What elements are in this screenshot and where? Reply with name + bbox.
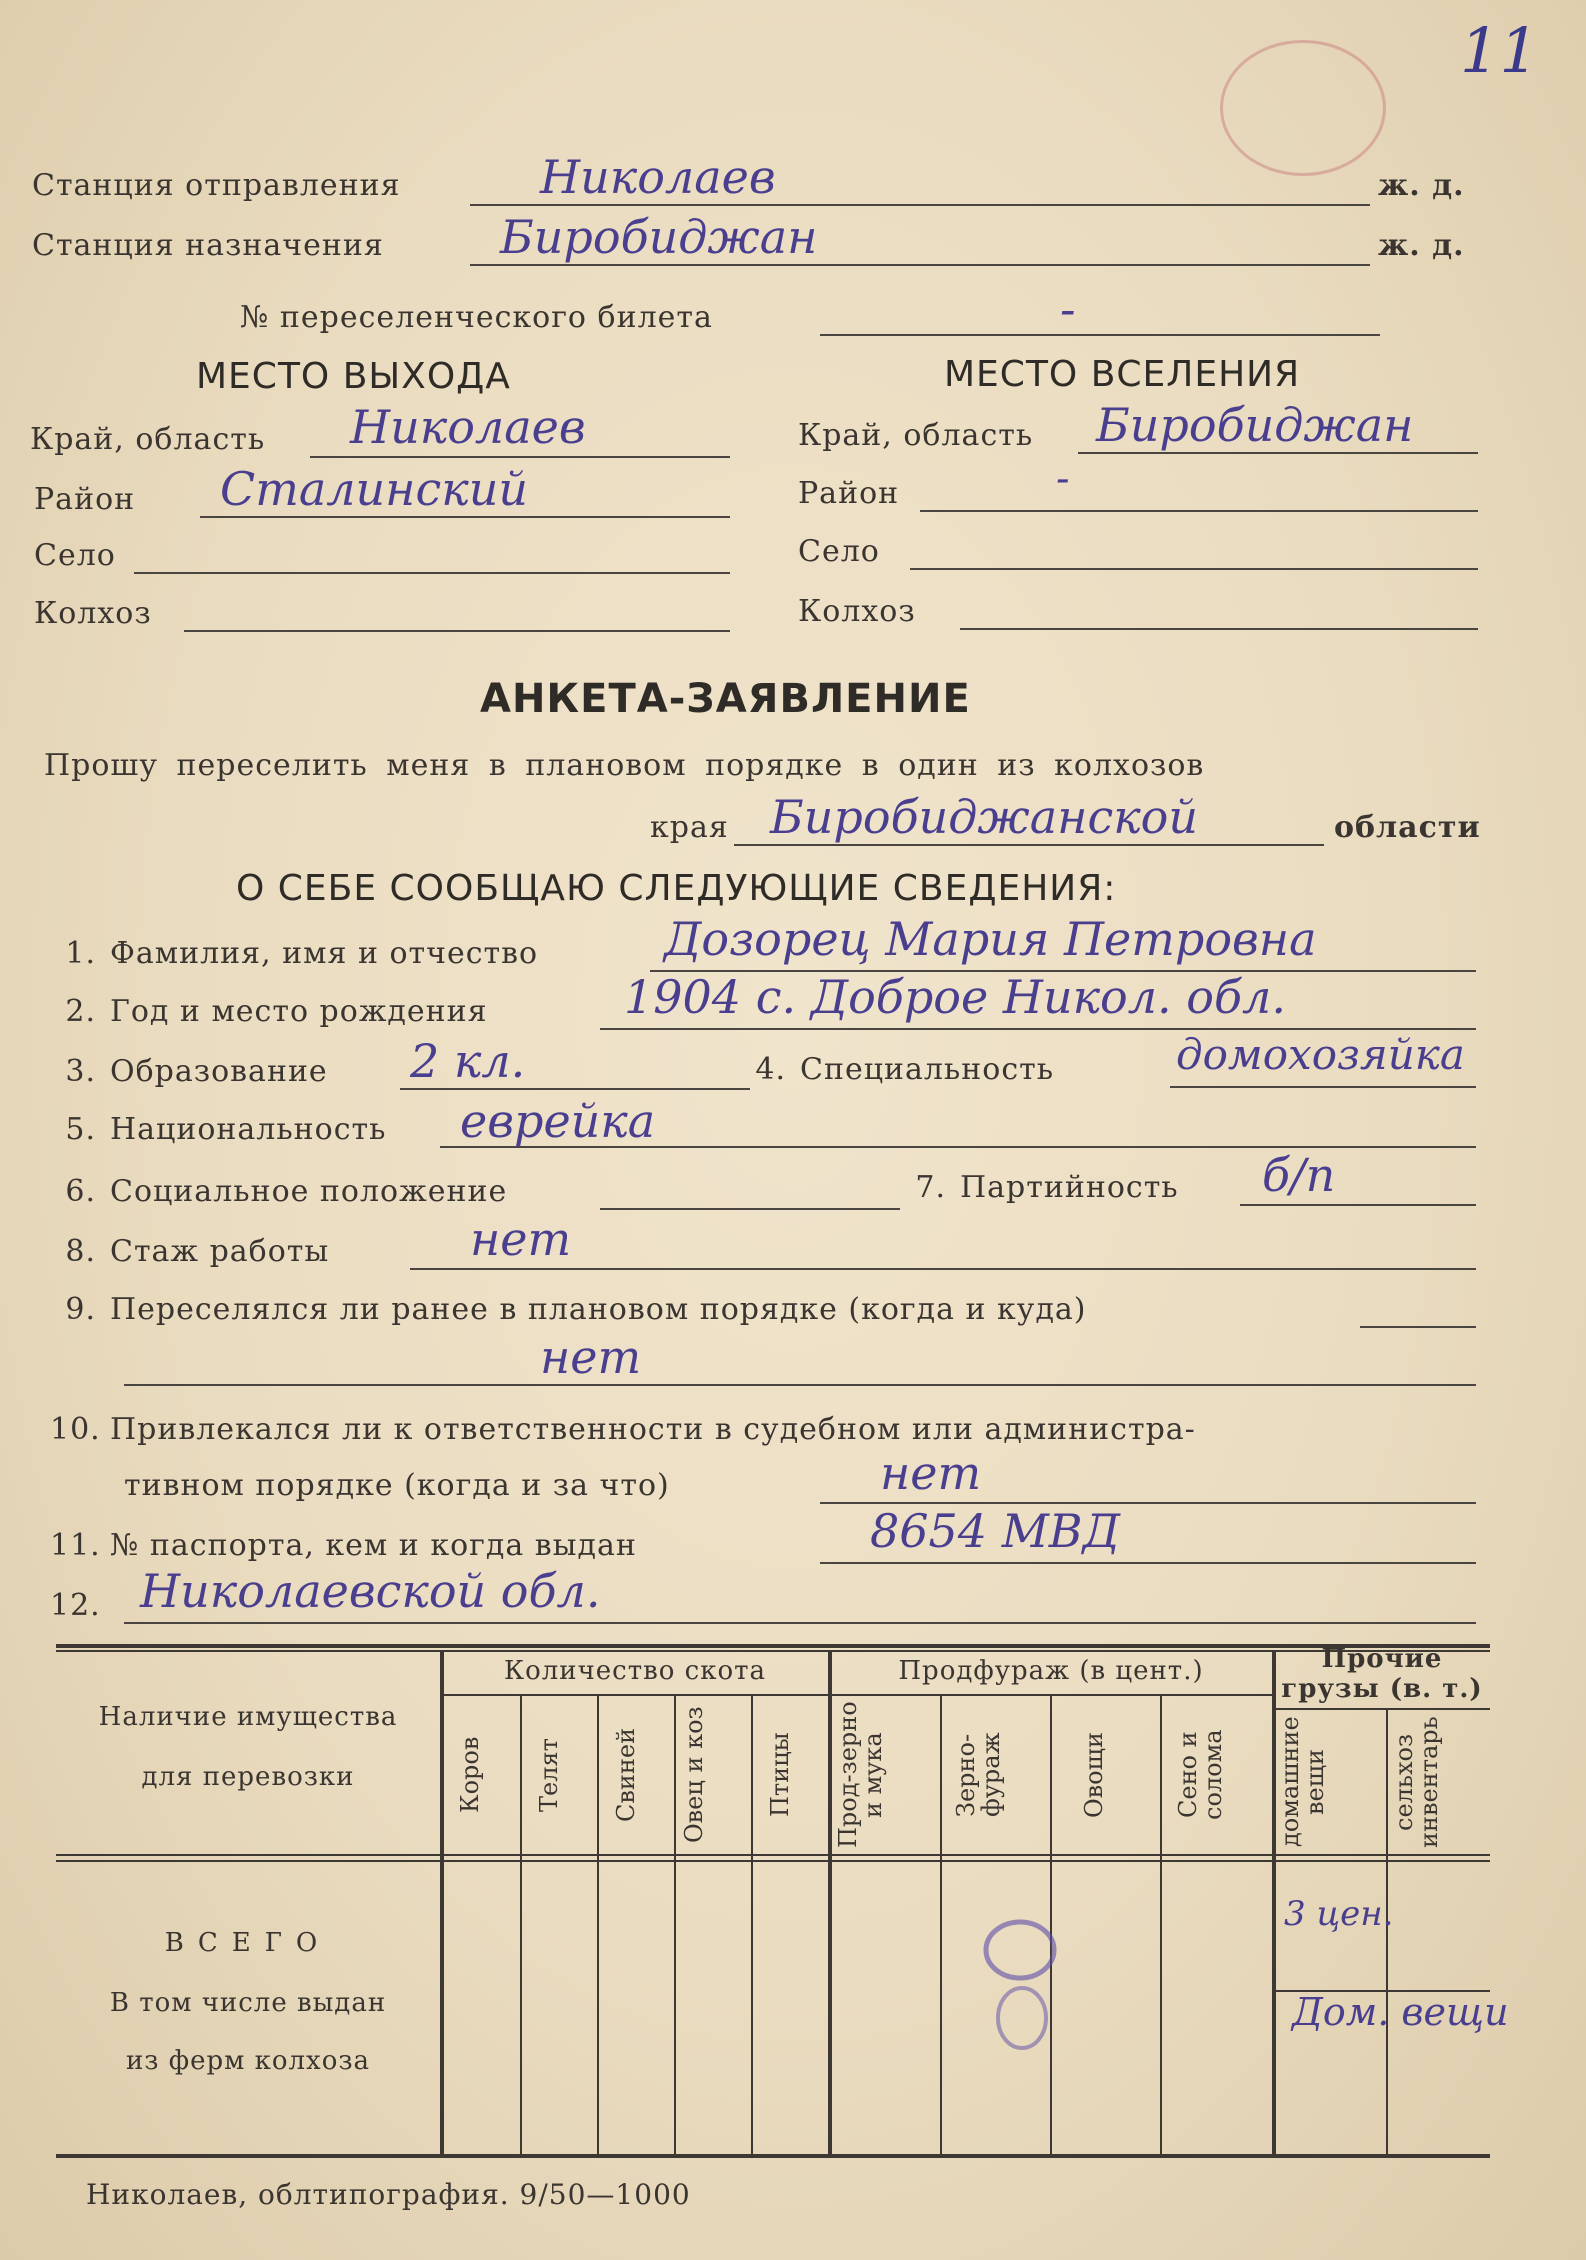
field-5-label: 5. Национальность (65, 1112, 387, 1147)
field-8-value: нет (470, 1212, 572, 1266)
faded-stamp (1220, 40, 1386, 176)
printer-imprint: Николаев, облтипография. 9/50—1000 (86, 2178, 691, 2211)
field-3-value: 2 кл. (410, 1034, 526, 1088)
field-3-label: 3. Образование (65, 1054, 328, 1089)
rail-suffix-1: ж. д. (1378, 168, 1465, 203)
rail-suffix-2: ж. д. (1378, 228, 1465, 263)
col-header-farm: сельхоз инвентарь (1390, 1716, 1444, 1848)
field-8-line (410, 1268, 1476, 1270)
exit-district-value: Сталинский (220, 462, 528, 516)
field-4-label: 4. Специальность (755, 1052, 1055, 1087)
field-2-label: 2. Год и место рождения (65, 994, 488, 1029)
exit-kolkhoz-line (184, 630, 730, 632)
col-header-grain: Прод-зерно и мука (834, 1701, 888, 1849)
field-9-value: нет (540, 1330, 642, 1384)
table-household-value: Дом. вещи (1292, 1990, 1509, 2034)
col-divider-5 (828, 1650, 832, 2154)
settle-region-value: Биробиджан (1096, 398, 1414, 452)
col-header-cows: Коров (456, 1736, 484, 1814)
field-9-line-b (124, 1384, 1476, 1386)
settle-kolkhoz-line (960, 628, 1478, 630)
group-fodder-label: Продфураж (в цент.) (898, 1656, 1204, 1686)
field-10-label-a: 10. Привлекался ли к ответственности в судебном или администра- (50, 1412, 1196, 1447)
col-divider-4 (751, 1696, 753, 2154)
field-12-label: 12. (50, 1588, 101, 1623)
field-1-label: 1. Фамилия, имя и отчество (65, 936, 539, 971)
destination-label: Станция назначения (32, 228, 384, 263)
exit-place-title: МЕСТО ВЫХОДА (196, 356, 511, 397)
table-other-value: 3 цен. (1284, 1894, 1394, 1934)
settle-place-title: МЕСТО ВСЕЛЕНИЯ (944, 354, 1301, 395)
ticket-value: - (1060, 282, 1076, 336)
table-bottom-rule (56, 2154, 1490, 2158)
field-8-label: 8. Стаж работы (65, 1234, 330, 1269)
departure-label: Станция отправления (32, 168, 401, 203)
exit-district-label: Район (34, 482, 136, 517)
request-oblast-label: области (1334, 810, 1481, 845)
request-line-1: Прошу переселить меня в плановом порядке в один из колхозов (44, 748, 1205, 783)
field-10-value: нет (880, 1446, 982, 1500)
col-divider-8 (1160, 1696, 1162, 2154)
field-12-value: Николаевской обл. (140, 1564, 601, 1618)
group-other-label-a: Прочие (1321, 1644, 1443, 1674)
exit-village-label: Село (34, 538, 116, 573)
col-header-vegetables: Овощи (1080, 1732, 1108, 1818)
destination-value: Биробиджан (500, 210, 818, 264)
ticket-label: № переселенческого билета (240, 300, 713, 335)
field-7-value: б/п (1262, 1148, 1336, 1202)
field-6-line (600, 1208, 900, 1210)
issued-label-b: из ферм колхоза (125, 2046, 371, 2076)
exit-region-label: Край, область (30, 422, 266, 457)
exit-region-value: Николаев (350, 400, 586, 454)
exit-district-line (200, 516, 730, 518)
exit-village-line (134, 572, 730, 574)
field-2-value: 1904 с. Доброе Никол. обл. (624, 970, 1286, 1024)
col-header-calves: Телят (535, 1738, 563, 1812)
settle-district-value: - (1056, 456, 1070, 502)
issued-label-a: В том числе выдан (109, 1988, 387, 2018)
departure-value: Николаев (540, 150, 776, 204)
group-underline-livestock (442, 1694, 828, 1696)
col-header-hay: Сено и солома (1174, 1729, 1228, 1821)
info-title: О СЕБЕ СООБЩАЮ СЛЕДУЮЩИЕ СВЕДЕНИЯ: (236, 868, 1117, 909)
row-head-label-a: Наличие имущества (98, 1702, 398, 1732)
settle-district-label: Район (798, 476, 900, 511)
sheet-number: 11 (1460, 14, 1539, 87)
field-6-label: 6. Социальное положение (65, 1174, 508, 1209)
field-11-label: 11. № паспорта, кем и когда выдан (50, 1528, 637, 1563)
settle-district-line (920, 510, 1478, 512)
col-divider-2 (597, 1696, 599, 2154)
col-header-sheep: Овец и коз (680, 1706, 708, 1844)
col-header-household: домашние вещи (1276, 1716, 1330, 1848)
field-3-line (400, 1088, 750, 1090)
ticket-line (820, 334, 1380, 336)
settle-village-line (910, 568, 1478, 570)
field-7-label: 7. Партийность (915, 1170, 1179, 1205)
exit-region-line (310, 456, 730, 458)
row-head-label-b: для перевозки (141, 1762, 355, 1792)
request-kray-line (734, 844, 1324, 846)
field-4-value: домохозяйка (1176, 1030, 1465, 1079)
stamp-smudge (960, 1890, 1080, 2070)
field-5-value: еврейка (460, 1094, 656, 1148)
col-divider-0 (440, 1650, 444, 2154)
field-12-line (124, 1622, 1476, 1624)
field-9-label: 9. Переселялся ли ранее в плановом порядке (когда и куда) (65, 1292, 1087, 1327)
col-header-birds: Птицы (766, 1732, 794, 1818)
col-header-fodder: Зерно-фураж (952, 1732, 1006, 1818)
field-11-line (820, 1562, 1476, 1564)
field-7-line (1240, 1204, 1476, 1206)
total-label: ВСЕГО (164, 1928, 332, 1958)
settle-village-label: Село (798, 534, 880, 569)
col-header-pigs: Свиней (612, 1727, 640, 1823)
group-livestock-label: Количество скота (503, 1656, 767, 1686)
settle-kolkhoz-label: Колхоз (798, 594, 916, 629)
request-kray-value: Биробиджанской (770, 790, 1198, 844)
col-divider-6 (940, 1696, 942, 2154)
destination-line (470, 264, 1370, 266)
col-divider-1 (520, 1696, 522, 2154)
group-underline-fodder (830, 1694, 1272, 1696)
departure-line (470, 204, 1370, 206)
group-other-label-b: грузы (в. т.) (1281, 1674, 1483, 1704)
field-11-value: 8654 МВД (870, 1504, 1120, 1558)
request-kray-label: края (650, 810, 729, 845)
settle-region-label: Край, область (798, 418, 1034, 453)
form-title: АНКЕТА-ЗАЯВЛЕНИЕ (480, 676, 971, 722)
field-10-label-b: тивном порядке (когда и за что) (124, 1468, 670, 1503)
group-underline-other (1274, 1708, 1490, 1710)
settle-region-line (1078, 452, 1478, 454)
field-9-line-a (1360, 1326, 1476, 1328)
col-divider-3 (674, 1696, 676, 2154)
field-4-line (1170, 1086, 1476, 1088)
field-1-value: Дозорец Мария Петровна (664, 912, 1317, 966)
exit-kolkhoz-label: Колхоз (34, 596, 152, 631)
